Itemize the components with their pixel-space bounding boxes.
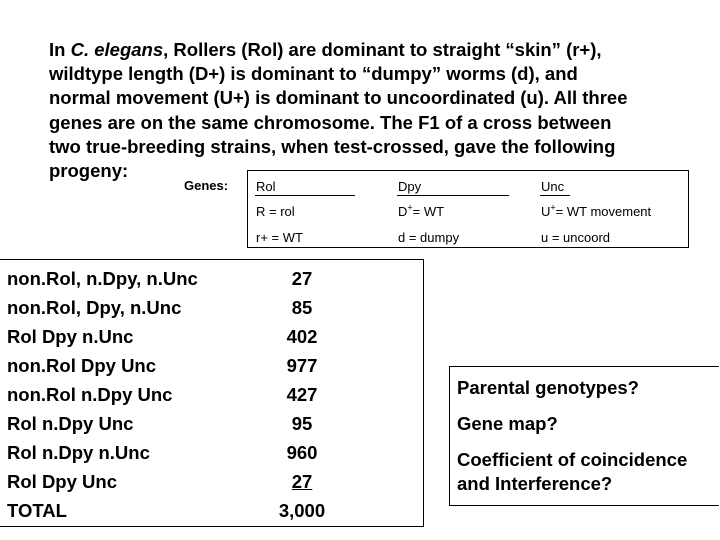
progeny-phenotype: non.Rol Dpy Unc (7, 355, 157, 376)
questions-box (449, 366, 719, 506)
progeny-row (7, 471, 417, 499)
progeny-phenotype: Rol Dpy n.Unc (7, 326, 134, 347)
progeny-row (7, 355, 417, 383)
progeny-row (7, 442, 417, 470)
genes-header-unc: Unc (541, 179, 565, 194)
dpy-allele-meaning: = WT (412, 204, 445, 219)
progeny-row (7, 268, 417, 296)
progeny-count: 977 (286, 355, 318, 376)
progeny-phenotype: non.Rol, n.Dpy, n.Unc (7, 268, 198, 289)
question-gene-map: Gene map? (457, 413, 558, 434)
unc-allele-superscript: + (550, 202, 556, 213)
progeny-phenotype: Rol n.Dpy n.Unc (7, 442, 150, 463)
question-coincidence-line-2: and Interference? (457, 473, 613, 494)
progeny-phenotype: Rol Dpy Unc (7, 471, 117, 492)
progeny-row (7, 297, 417, 325)
progeny-count: 960 (286, 442, 318, 463)
genes-label: Genes: (184, 178, 229, 193)
species-name: C. elegans (70, 39, 164, 60)
unc-allele-symbol: U (541, 204, 551, 219)
intro-line-4: genes are on the same chromosome. The F1 of a cross between (49, 111, 612, 133)
dpy-allele-wildtype (398, 204, 444, 219)
progeny-count: 27 (291, 471, 313, 492)
progeny-phenotype: non.Rol, Dpy, n.Unc (7, 297, 182, 318)
progeny-total-label: TOTAL (7, 500, 67, 521)
progeny-count: 95 (291, 413, 313, 434)
genes-legend-box (247, 170, 689, 248)
problem-statement (49, 38, 699, 183)
intro-line-1 (49, 38, 699, 62)
question-coincidence-line-1: Coefficient of coincidence (457, 449, 688, 470)
progeny-table (0, 259, 424, 527)
progeny-total-count: 3,000 (278, 500, 326, 521)
question-parental-genotypes: Parental genotypes? (457, 377, 639, 398)
unc-allele-wildtype (541, 204, 651, 219)
intro-prefix: In (49, 39, 71, 60)
header-underline-unc (540, 195, 570, 196)
unc-allele-recessive: u = uncoord (541, 230, 611, 245)
intro-line-5: two true-breeding strains, when test-crossed, gave the following (49, 135, 616, 157)
intro-line-1-rest: , Rollers (Rol) are dominant to straight “skin” (r+), (163, 39, 602, 60)
dpy-allele-superscript: + (407, 202, 413, 213)
genes-header-dpy: Dpy (398, 179, 422, 194)
progeny-phenotype: non.Rol n.Dpy Unc (7, 384, 173, 405)
progeny-row (7, 384, 417, 412)
dpy-allele-symbol: D (398, 204, 408, 219)
rol-allele-wildtype: r+ = WT (256, 230, 303, 245)
intro-line-2: wildtype length (D+) is dominant to “dumpy” worms (d), and (49, 63, 578, 85)
genes-header-rol: Rol (256, 179, 276, 194)
unc-allele-meaning: = WT movement (555, 204, 652, 219)
header-underline-rol (255, 195, 355, 196)
progeny-count: 27 (291, 268, 313, 289)
progeny-count: 427 (286, 384, 318, 405)
header-underline-dpy (397, 195, 509, 196)
progeny-count: 85 (291, 297, 313, 318)
rol-allele-dominant: R = rol (256, 204, 295, 219)
dpy-allele-recessive: d = dumpy (398, 230, 460, 245)
progeny-row (7, 413, 417, 441)
intro-line-6: progeny: (49, 160, 129, 182)
progeny-count: 402 (286, 326, 318, 347)
progeny-phenotype: Rol n.Dpy Unc (7, 413, 134, 434)
intro-line-3: normal movement (U+) is dominant to uncoordinated (u). All three (49, 87, 628, 109)
progeny-row (7, 326, 417, 354)
progeny-total-row (7, 500, 417, 528)
